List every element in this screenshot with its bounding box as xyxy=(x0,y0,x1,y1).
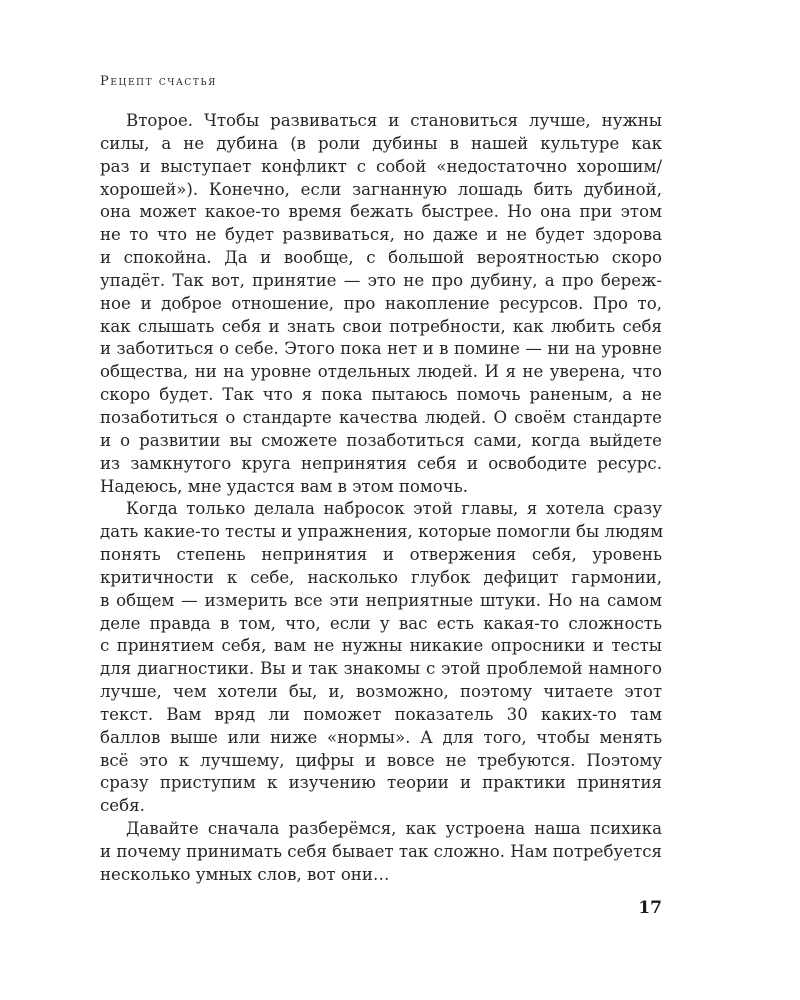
text-line: баллов выше или ниже «нормы». А для того, чтобы менять xyxy=(100,727,662,747)
text-line: ное и доброе отношение, про накопление ресурсов. Про то, xyxy=(100,293,662,313)
text-line: с принятием себя, вам не нужны никакие опросники и тесты xyxy=(100,636,662,656)
text-line: дать какие-то тесты и упражнения, которые помогли бы людям xyxy=(100,522,664,542)
text-line: общества, ни на уровне отдельных людей. И я не уверена, что xyxy=(100,362,662,382)
text-line: и заботиться о себе. Этого пока нет и в помине — ни на уровне xyxy=(100,339,662,359)
text-line: скоро будет. Так что я пока пытаюсь помочь раненым, а не xyxy=(100,385,662,405)
paragraph xyxy=(100,110,662,498)
text-line: деле правда в том, что, если у вас есть какая-то сложность xyxy=(100,613,662,633)
text-line: и спокойна. Да и вообще, с большой вероятностью скоро xyxy=(100,248,662,268)
text-line: из замкнутого круга непринятия себя и освободите ресурс. xyxy=(100,453,662,473)
text-line: и почему принимать себя бывает так сложно. Нам потребуется xyxy=(100,842,662,861)
text-line: текст. Вам вряд ли поможет показатель 30 каких-то там xyxy=(100,704,662,724)
text-line: лучше, чем хотели бы, и, возможно, поэтому читаете этот xyxy=(100,682,662,702)
text-line: хорошей»). Конечно, если загнанную лошадь бить дубиной, xyxy=(100,179,662,199)
paragraph xyxy=(100,498,662,818)
text-line: несколько умных слов, вот они… xyxy=(100,864,390,884)
text-line: в общем — измерить все эти неприятные штуки. Но на самом xyxy=(100,590,662,610)
text-line: она может какое-то время бежать быстрее. Но она при этом xyxy=(100,202,662,222)
text-line: не то что не будет развиваться, но даже и не будет здорова xyxy=(100,225,662,245)
text-line: Когда только делала набросок этой главы, я хотела сразу xyxy=(126,499,662,519)
text-line: всё это к лучшему, цифры и вовсе не требуются. Поэтому xyxy=(100,750,662,770)
text-line: позаботиться о стандарте качества людей. О своём стандарте xyxy=(100,407,662,427)
text-line: Второе. Чтобы развиваться и становиться лучше, нужны xyxy=(126,111,662,130)
text-line: себя. xyxy=(100,796,145,816)
text-line: раз и выступает конфликт с собой «недостаточно хорошим/ xyxy=(100,156,662,176)
text-line: силы, а не дубина (в роли дубины в нашей культуре как xyxy=(100,133,662,153)
text-line: и о развитии вы сможете позаботиться сами, когда выйдете xyxy=(100,430,662,450)
text-line: Надеюсь, мне удастся вам в этом помочь. xyxy=(100,476,469,496)
text-line: понять степень непринятия и отвержения себя, уровень xyxy=(100,545,662,565)
text-line: для диагностики. Вы и так знакомы с этой проблемой намного xyxy=(100,659,662,679)
text-line: критичности к себе, насколько глубок дефицит гармонии, xyxy=(100,567,662,587)
body-text xyxy=(100,110,662,887)
text-line: сразу приступим к изучению теории и практики принятия xyxy=(100,773,662,793)
text-line: упадёт. Так вот, принятие — это не про дубину, а про береж- xyxy=(100,270,662,290)
text-line: Давайте сначала разберёмся, как устроена наша психика xyxy=(126,819,662,839)
running-head: Рецепт счастья xyxy=(100,74,217,89)
paragraph xyxy=(100,818,662,887)
text-line: как слышать себя и знать свои потребности, как любить себя xyxy=(100,316,662,336)
page-number: 17 xyxy=(638,898,662,918)
